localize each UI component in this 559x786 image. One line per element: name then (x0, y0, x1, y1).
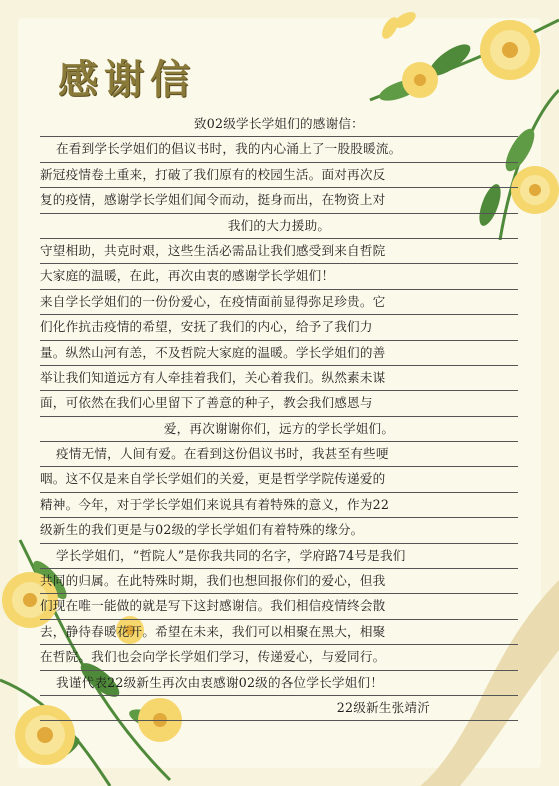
letter-line: 级新生的我们更是与02级的学长学姐们有着特殊的缘分。 (40, 518, 518, 543)
letter-line: 去，静待春暖花开。希望在未来，我们可以相聚在黑大，相聚 (40, 620, 518, 645)
letter-line: 守望相助，共克时艰，这些生活必需品让我们感受到来自哲院 (40, 239, 518, 264)
letter-line: 咽。这不仅是来自学长学姐们的关爱，更是哲学学院传递爱的 (40, 467, 518, 492)
letter-signature: 22级新生张靖沂 (40, 696, 518, 721)
letter-line: 我谨代表22级新生再次由衷感谢02级的各位学长学姐们！ (40, 671, 518, 696)
letter-line: 在看到学长学姐们的倡议书时，我的内心涌上了一股股暖流。 (40, 137, 518, 162)
letter-line: 疫情无情，人间有爱。在看到这份倡议书时，我甚至有些哽 (40, 442, 518, 467)
letter-line: 们化作抗击疫情的希望，安抚了我们的内心，给予了我们力 (40, 315, 518, 340)
letter-body (40, 112, 518, 721)
letter-line: 面，可依然在我们心里留下了善意的种子，教会我们感恩与 (40, 391, 518, 416)
letter-line: 大家庭的温暖，在此，再次由衷的感谢学长学姐们！ (40, 264, 518, 289)
letter-line: 精神。今年，对于学长学姐们来说具有着特殊的意义，作为22 (40, 493, 518, 518)
letter-line: 爱，再次谢谢你们，远方的学长学姐们。 (40, 417, 518, 442)
letter-line: 共同的归属。在此特殊时期，我们也想回报你们的爱心，但我 (40, 569, 518, 594)
letter-line: 们现在唯一能做的就是写下这封感谢信。我们相信疫情终会散 (40, 594, 518, 619)
letter-line: 量。纵然山河有恙，不及哲院大家庭的温暖。学长学姐们的善 (40, 341, 518, 366)
letter-line: 举让我们知道远方有人牵挂着我们，关心着我们。纵然素未谋 (40, 366, 518, 391)
letter-line: 在哲院。我们也会向学长学姐们学习，传递爱心，与爱同行。 (40, 645, 518, 670)
page-title: 感谢信 (58, 56, 196, 103)
letter-line: 我们的大力援助。 (40, 214, 518, 239)
letter-line: 复的疫情，感谢学长学姐们闻令而动，挺身而出，在物资上对 (40, 188, 518, 213)
letter-line: 新冠疫情卷土重来，打破了我们原有的校园生活。面对再次反 (40, 163, 518, 188)
letter-line: 学长学姐们，“哲院人”是你我共同的名字，学府路74号是我们 (40, 544, 518, 569)
letter-greeting: 致02级学长学姐们的感谢信： (40, 112, 518, 137)
letter-line: 来自学长学姐们的一份份爱心，在疫情面前显得弥足珍贵。它 (40, 290, 518, 315)
